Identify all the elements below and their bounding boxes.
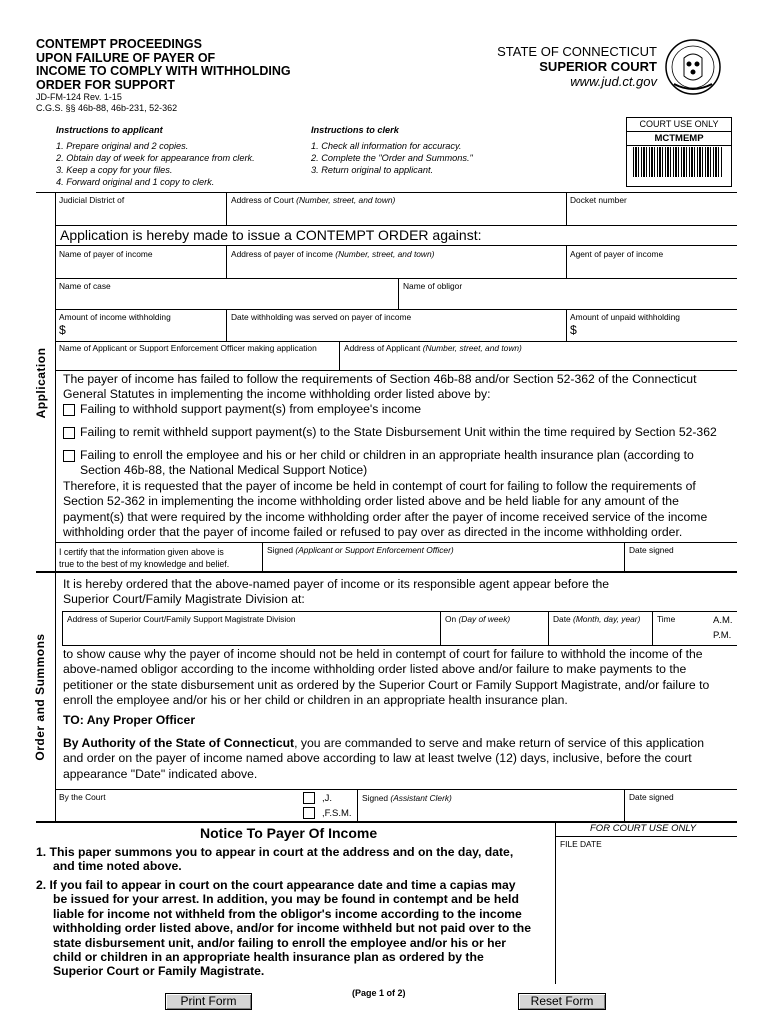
reset-form-button[interactable]: Reset Form xyxy=(518,993,606,1010)
divider xyxy=(652,611,653,645)
applicant-signed-label xyxy=(267,545,454,555)
divider xyxy=(624,542,625,571)
instruction-item: 2. Obtain day of week for appearance from clerk. xyxy=(56,153,255,163)
instruction-item: 4. Forward original and 1 copy to clerk. xyxy=(56,177,215,187)
to-officer: TO: Any Proper Officer xyxy=(63,713,196,727)
order-intro xyxy=(63,577,609,608)
application-side-label: Application xyxy=(34,347,48,419)
divider xyxy=(555,821,556,984)
title-line: ORDER FOR SUPPORT xyxy=(36,77,175,92)
text-line: 2. If you fail to appear in court on the court appearance date and time a capias may xyxy=(36,878,516,892)
text-line xyxy=(63,736,704,751)
court-use-label: COURT USE ONLY xyxy=(627,118,731,132)
divider xyxy=(226,192,227,225)
failure-intro xyxy=(63,372,696,403)
divider xyxy=(566,309,567,341)
day-of-week-label xyxy=(445,614,510,624)
instructions-heading: Instructions to clerk xyxy=(311,125,399,135)
text-line: withholding order that the payer of income failed or refused to pay over as directed in the income withholding order. xyxy=(63,525,683,540)
option-1-label: Failing to withhold support payment(s) from employee's income xyxy=(80,402,422,416)
divider xyxy=(555,836,737,837)
divider xyxy=(55,341,737,342)
payer-name-label: Name of payer of income xyxy=(59,249,153,259)
divider xyxy=(55,245,737,246)
label-hint: (Number, street, and town) xyxy=(422,343,522,353)
text-line: and order on the payer of income named above according to law at least twelve (12) days, inclusive, before the court xyxy=(63,751,692,766)
am-label: A.M. xyxy=(713,615,733,626)
divider xyxy=(226,245,227,278)
form-title xyxy=(36,38,291,92)
label-hint: (Applicant or Support Enforcement Officer) xyxy=(295,545,454,555)
divider xyxy=(226,309,227,341)
division-address-label: Address of Superior Court/Family Support Magistrate Division xyxy=(67,614,296,624)
judge-checkbox[interactable] xyxy=(303,792,315,804)
text-line: I certify that the information given above is xyxy=(59,547,224,557)
divider xyxy=(566,245,567,278)
divider xyxy=(55,278,737,279)
unpaid-amount-label: Amount of unpaid withholding xyxy=(570,312,680,322)
text-line: and time noted above. xyxy=(53,859,182,874)
case-name-label: Name of case xyxy=(59,281,111,291)
divider xyxy=(36,192,737,193)
certify-statement xyxy=(59,546,229,570)
payer-address-label xyxy=(231,249,434,259)
authority-bold: By Authority of the State of Connecticut xyxy=(63,736,295,750)
divider xyxy=(55,571,56,821)
section-divider xyxy=(36,571,737,573)
divider xyxy=(62,611,737,612)
court-heading xyxy=(497,44,657,89)
page-number: (Page 1 of 2) xyxy=(352,988,406,998)
option-1-checkbox[interactable] xyxy=(63,404,75,416)
label-text: Address of payer of income xyxy=(231,249,333,259)
notice-title: Notice To Payer Of Income xyxy=(200,825,378,841)
text-line: petitioner or the state disbursement unit as ordered by the Superior Court or Family Support Magistrate, and/or failure to xyxy=(63,677,710,692)
state-seal-icon xyxy=(664,38,722,96)
date-served-label: Date withholding was served on payer of income xyxy=(231,312,412,322)
label-hint: FOR COURT USE ONLY xyxy=(590,823,697,834)
court-name: SUPERIOR COURT xyxy=(539,59,657,74)
divider xyxy=(548,611,549,645)
application-headline: Application is hereby made to issue a CONTEMPT ORDER against: xyxy=(60,227,482,243)
instructions-heading: Instructions to applicant xyxy=(56,125,163,135)
form-number: JD-FM-124 Rev. 1-15 xyxy=(36,92,122,102)
applicant-address-label xyxy=(344,343,522,353)
website: www.jud.ct.gov xyxy=(570,74,657,89)
text-line: appearance "Date" indicated above. xyxy=(63,766,258,781)
instruction-item: 2. Complete the "Order and Summons." xyxy=(311,153,473,163)
text-span: , you are commanded to serve and make return of service of this application xyxy=(294,736,704,750)
file-date-label: FILE DATE xyxy=(560,839,602,849)
instruction-item: 3. Keep a copy for your files. xyxy=(56,165,173,175)
divider xyxy=(62,645,737,646)
print-form-button[interactable]: Print Form xyxy=(165,993,252,1010)
dollar-sign: $ xyxy=(570,323,577,337)
divider xyxy=(55,192,56,571)
time-label: Time xyxy=(657,614,676,624)
text-line: state disbursement unit, and/or failing to enroll the employee and/or his or her xyxy=(53,935,507,950)
text-line: above-named obligor according to the income withholding order listed above and/or failure to make payments to the xyxy=(63,662,687,677)
show-cause-paragraph xyxy=(63,647,709,709)
payer-agent-label: Agent of payer of income xyxy=(570,249,664,259)
notice-item-1 xyxy=(36,845,513,874)
title-line: CONTEMPT PROCEEDINGS xyxy=(36,37,202,51)
divider xyxy=(55,225,737,226)
divider xyxy=(440,611,441,645)
text-line: General Statutes in implementing the income withholding order listed above by: xyxy=(63,387,491,402)
label-text: Address of Applicant xyxy=(344,343,421,353)
withholding-amount-label: Amount of income withholding xyxy=(59,312,171,322)
statutes: C.G.S. §§ 46b-88, 46b-231, 52-362 xyxy=(36,103,178,113)
applicant-name-label: Name of Applicant or Support Enforcement Officer making application xyxy=(59,343,317,353)
fsm-checkbox[interactable] xyxy=(303,807,315,819)
label-text: Signed xyxy=(362,793,389,803)
divider xyxy=(55,542,737,543)
label-hint: (Month, day, year) xyxy=(573,614,641,624)
divider xyxy=(339,341,340,370)
text-line: It is hereby ordered that the above-named payer of income or its responsible agent appear before the xyxy=(63,577,610,591)
divider xyxy=(262,542,263,571)
option-3-label xyxy=(80,448,694,479)
text-line: Section 46b-88, the National Medical Support Notice) xyxy=(80,463,368,478)
label-hint: (Day of week) xyxy=(458,614,511,624)
order-side-label: Order and Summons xyxy=(33,633,47,761)
option-2-checkbox[interactable] xyxy=(63,427,75,439)
obligor-name-label: Name of obligor xyxy=(403,281,463,291)
label-text: Address of Court xyxy=(231,195,294,205)
text-line: payment(s) that were required by the income withholding order after the payer of income received service of the income xyxy=(63,509,708,524)
text-line: Superior Court/Family Magistrate Division at: xyxy=(63,592,305,607)
barcode xyxy=(633,147,723,177)
instructions-applicant xyxy=(56,124,255,188)
date-signed-label: Date signed xyxy=(629,545,674,555)
text-line: liable for income not withheld from the obligor's income according to the income xyxy=(53,906,522,921)
divider xyxy=(357,789,358,821)
instruction-item: 3. Return original to applicant. xyxy=(311,165,434,175)
label-text: On xyxy=(445,614,457,624)
divider xyxy=(624,789,625,821)
pm-label: P.M. xyxy=(713,630,732,641)
text-line: to show cause why the payer of income should not be held in contempt of court for failure to withhold the income of the xyxy=(63,647,703,661)
dollar-sign: $ xyxy=(59,323,66,337)
divider xyxy=(398,278,399,309)
divider xyxy=(566,192,567,225)
notice-item-2 xyxy=(36,878,531,979)
docket-label: Docket number xyxy=(570,195,627,205)
judge-label: ,J. xyxy=(322,793,333,804)
divider xyxy=(55,309,737,310)
divider xyxy=(62,611,63,645)
divider xyxy=(55,789,737,790)
text-line: Superior Court or Family Magistrate. xyxy=(53,964,265,979)
option-3-checkbox[interactable] xyxy=(63,450,75,462)
for-court-use-label xyxy=(590,824,696,834)
option-2-label: Failing to remit withheld support payment(s) to the State Disbursement Unit within the time required by Section 52-362 xyxy=(80,425,717,439)
court-address-label xyxy=(231,195,395,205)
date-label xyxy=(553,614,640,624)
therefore-paragraph xyxy=(63,479,707,541)
text-line: The payer of income has failed to follow the requirements of Section 46b-88 and/or Section 52-362 of the Connecticut xyxy=(63,372,697,386)
label-hint: (Assistant Clerk) xyxy=(390,793,452,803)
text-line: Section 52-362 in implementing the income withholding order listed above and be held liable for any amount of the xyxy=(63,494,679,509)
label-hint: (Number, street, and town) xyxy=(335,249,435,259)
label-text: Signed xyxy=(267,545,294,555)
text-line: withholding order listed above, and/or for income withheld but not paid over to the xyxy=(53,921,532,936)
text-line: be issued for your arrest. In addition, you may be found in contempt and be held xyxy=(53,892,519,907)
clerk-signed-label xyxy=(362,793,452,803)
text-line: Failing to enroll the employee and his or her child or children in an appropriate health insurance plan (according to xyxy=(80,448,694,462)
fsm-label: ,F.S.M. xyxy=(322,808,352,819)
title-line: UPON FAILURE OF PAYER OF xyxy=(36,50,216,65)
by-court-label: By the Court xyxy=(59,792,106,802)
title-line: INCOME TO COMPLY WITH WITHHOLDING xyxy=(36,64,291,78)
label-text: Date xyxy=(553,614,571,624)
authority-paragraph xyxy=(63,736,704,782)
text-line: Therefore, it is requested that the payer of income be held in contempt of court for failing to follow the requirements of xyxy=(63,479,696,493)
text-line: true to the best of my knowledge and belief. xyxy=(59,559,230,569)
form-code: MCTMEMP xyxy=(627,132,731,146)
label-hint: (Number, street, and town) xyxy=(296,195,396,205)
date-signed-label: Date signed xyxy=(629,792,674,802)
divider xyxy=(55,370,737,371)
text-line: 1. This paper summons you to appear in court at the address and on the day, date, xyxy=(36,845,514,859)
judicial-district-label: Judicial District of xyxy=(59,195,125,205)
state-name: STATE OF CONNECTICUT xyxy=(497,44,657,59)
instruction-item: 1. Check all information for accuracy. xyxy=(311,141,462,151)
instructions-clerk xyxy=(311,124,473,176)
text-line: child or children in an appropriate health insurance plan as ordered by the xyxy=(53,950,484,965)
text-line: enroll the employee and/or his or her child or children in an appropriate health insurance plan. xyxy=(63,693,568,708)
instruction-item: 1. Prepare original and 2 copies. xyxy=(56,141,189,151)
